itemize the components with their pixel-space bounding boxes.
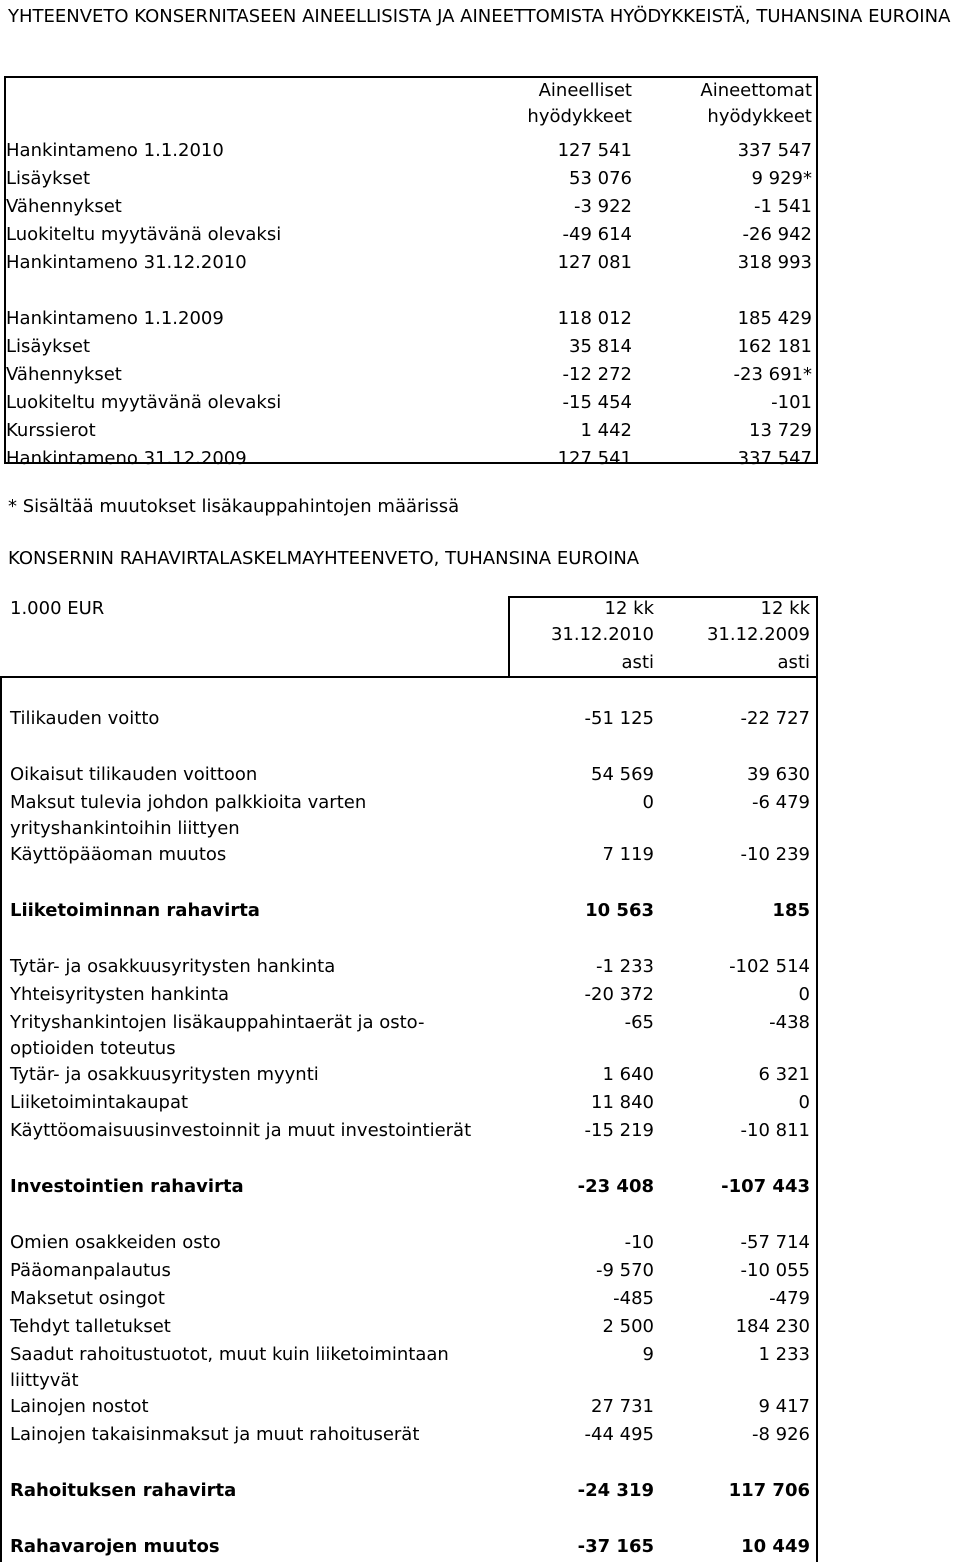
- value-2009: 1 233: [758, 1344, 810, 1365]
- header-border-left: [508, 596, 510, 678]
- value-2010: 0: [642, 792, 654, 813]
- value-2009: -22 727: [740, 708, 810, 729]
- value-2010: -15 219: [584, 1120, 654, 1141]
- row-label: Omien osakkeiden osto: [10, 1232, 221, 1253]
- value-2009: -10 239: [740, 844, 810, 865]
- value-2009: 0: [798, 1092, 810, 1113]
- tangible-value: -3 922: [573, 196, 632, 217]
- value-2009: -10 811: [740, 1120, 810, 1141]
- col2-header-line3: asti: [777, 652, 810, 673]
- unit-label: 1.000 EUR: [10, 598, 105, 619]
- row-label: Käyttöpääoman muutos: [10, 844, 227, 865]
- value-2010: 7 119: [602, 844, 654, 865]
- value-2010: -485: [613, 1288, 654, 1309]
- intangible-value: 185 429: [737, 308, 812, 329]
- intangible-value: 162 181: [737, 336, 812, 357]
- row-label: Pääomanpalautus: [10, 1260, 171, 1281]
- table-border-top: [4, 76, 818, 78]
- row-label: Tytär- ja osakkuusyritysten hankinta: [10, 956, 336, 977]
- row-label: Tehdyt talletukset: [10, 1316, 171, 1337]
- row-label: Luokiteltu myytävänä olevaksi: [6, 392, 282, 413]
- tangible-value: -49 614: [562, 224, 632, 245]
- row-label: Oikaisut tilikauden voittoon: [10, 764, 258, 785]
- value-2009: -479: [769, 1288, 810, 1309]
- row-label: Saadut rahoitustuotot, muut kuin liiketoimintaan liittyvät: [10, 1344, 449, 1391]
- tangible-value: 1 442: [580, 420, 632, 441]
- value-2009: -10 055: [740, 1260, 810, 1281]
- assets-summary-table: [4, 76, 818, 469]
- table-row: [4, 250, 818, 278]
- col-header-intangible-1: Aineettomat: [700, 80, 812, 101]
- table-row: [4, 222, 818, 250]
- table-row: [4, 418, 818, 446]
- table-row: [4, 390, 818, 418]
- value-2010: 11 840: [591, 1092, 654, 1113]
- table-row: [4, 278, 818, 306]
- value-2009: -438: [769, 1012, 810, 1033]
- footnote: * Sisältää muutokset lisäkauppahintojen määrissä: [8, 496, 460, 517]
- intangible-value: -1 541: [753, 196, 812, 217]
- value-2010: -51 125: [584, 708, 654, 729]
- tangible-value: 53 076: [569, 168, 632, 189]
- tangible-value: 127 541: [557, 140, 632, 161]
- row-label: Rahoituksen rahavirta: [10, 1480, 237, 1501]
- value-2010: -23 408: [577, 1176, 654, 1197]
- row-label: Liiketoimintakaupat: [10, 1092, 189, 1113]
- intangible-value: 337 547: [737, 140, 812, 161]
- value-2010: 2 500: [602, 1316, 654, 1337]
- intangible-value: 318 993: [737, 252, 812, 273]
- row-label: Tilikauden voitto: [10, 708, 160, 729]
- table-row: [4, 362, 818, 390]
- row-label: Liiketoiminnan rahavirta: [10, 900, 260, 921]
- value-2009: -102 514: [729, 956, 810, 977]
- row-label: Käyttöomaisuusinvestoinnit ja muut investointierät: [10, 1120, 472, 1141]
- header-border-top: [508, 596, 818, 598]
- tangible-value: -15 454: [562, 392, 632, 413]
- row-label: Hankintameno 1.1.2009: [6, 308, 224, 329]
- value-2009: 9 417: [758, 1396, 810, 1417]
- table-row: [4, 194, 818, 222]
- tangible-value: 127 541: [557, 448, 632, 469]
- value-2010: -20 372: [584, 984, 654, 1005]
- row-label: Lisäykset: [6, 168, 91, 189]
- row-label: Maksetut osingot: [10, 1288, 165, 1309]
- value-2009: 184 230: [735, 1316, 810, 1337]
- col2-header-line2: 31.12.2009: [706, 624, 810, 645]
- value-2010: -1 233: [595, 956, 654, 977]
- value-2010: 10 563: [585, 900, 654, 921]
- tangible-value: 127 081: [557, 252, 632, 273]
- tangible-value: -12 272: [562, 364, 632, 385]
- page-title: YHTEENVETO KONSERNITASEEN AINEELLISISTA JA AINEETTOMISTA HYÖDYKKEISTÄ, TUHANSINA EUROINA: [8, 6, 951, 27]
- value-2010: -37 165: [577, 1536, 654, 1557]
- table-row: [4, 166, 818, 194]
- value-2009: 6 321: [758, 1064, 810, 1085]
- value-2010: 1 640: [602, 1064, 654, 1085]
- row-label: Yhteisyritysten hankinta: [10, 984, 230, 1005]
- value-2010: 27 731: [591, 1396, 654, 1417]
- value-2009: 39 630: [747, 764, 810, 785]
- row-label: Yrityshankintojen lisäkauppahintaerät ja osto-optioiden toteutus: [10, 1012, 425, 1059]
- value-2009: 10 449: [741, 1536, 810, 1557]
- value-2010: 54 569: [591, 764, 654, 785]
- col-header-intangible-2: hyödykkeet: [707, 106, 812, 127]
- table-row: [4, 334, 818, 362]
- intangible-value: -23 691*: [733, 364, 812, 385]
- tangible-value: 118 012: [557, 308, 632, 329]
- value-2010: -9 570: [595, 1260, 654, 1281]
- value-2010: -65: [624, 1012, 654, 1033]
- cashflow-table: [0, 596, 960, 1562]
- row-label: Investointien rahavirta: [10, 1176, 244, 1197]
- row-label: Lisäykset: [6, 336, 91, 357]
- col1-header-line1: 12 kk: [604, 598, 654, 619]
- value-2009: -107 443: [721, 1176, 810, 1197]
- col1-header-line2: 31.12.2010: [550, 624, 654, 645]
- row-label: Hankintameno 31.12.2010: [6, 252, 247, 273]
- row-label: Hankintameno 31.12.2009: [6, 448, 247, 469]
- row-label: Tytär- ja osakkuusyritysten myynti: [10, 1064, 319, 1085]
- value-2010: 9: [642, 1344, 654, 1365]
- cashflow-title: KONSERNIN RAHAVIRTALASKELMAYHTEENVETO, TUHANSINA EUROINA: [8, 548, 640, 569]
- row-label: Maksut tulevia johdon palkkioita varten yrityshankintoihin liittyen: [10, 792, 367, 839]
- table-row: [4, 306, 818, 334]
- row-label: Lainojen takaisinmaksut ja muut rahoituserät: [10, 1424, 420, 1445]
- value-2010: -10: [624, 1232, 654, 1253]
- value-2010: -24 319: [577, 1480, 654, 1501]
- value-2009: -57 714: [740, 1232, 810, 1253]
- value-2010: -44 495: [584, 1424, 654, 1445]
- col-header-tangible-1: Aineelliset: [538, 80, 632, 101]
- intangible-value: 337 547: [737, 448, 812, 469]
- value-2009: 117 706: [728, 1480, 810, 1501]
- value-2009: 0: [798, 984, 810, 1005]
- tangible-value: 35 814: [569, 336, 632, 357]
- col1-header-line3: asti: [621, 652, 654, 673]
- row-label: Kurssierot: [6, 420, 96, 441]
- value-2009: -8 926: [751, 1424, 810, 1445]
- value-2009: 185: [772, 900, 810, 921]
- intangible-value: 9 929*: [751, 168, 812, 189]
- row-label: Vähennykset: [6, 196, 122, 217]
- row-label: Lainojen nostot: [10, 1396, 149, 1417]
- value-2009: -6 479: [751, 792, 810, 813]
- row-label: Rahavarojen muutos: [10, 1536, 220, 1557]
- table-row: [4, 138, 818, 166]
- table-border-left: [0, 676, 2, 1562]
- table-row: [4, 446, 818, 474]
- row-label: Luokiteltu myytävänä olevaksi: [6, 224, 282, 245]
- intangible-value: 13 729: [749, 420, 812, 441]
- row-label: Vähennykset: [6, 364, 122, 385]
- table-border-right: [816, 596, 818, 1562]
- row-label: Hankintameno 1.1.2010: [6, 140, 224, 161]
- col2-header-line1: 12 kk: [760, 598, 810, 619]
- col-header-tangible-2: hyödykkeet: [527, 106, 632, 127]
- header-border-bottom: [0, 676, 818, 678]
- intangible-value: -101: [771, 392, 812, 413]
- intangible-value: -26 942: [742, 224, 812, 245]
